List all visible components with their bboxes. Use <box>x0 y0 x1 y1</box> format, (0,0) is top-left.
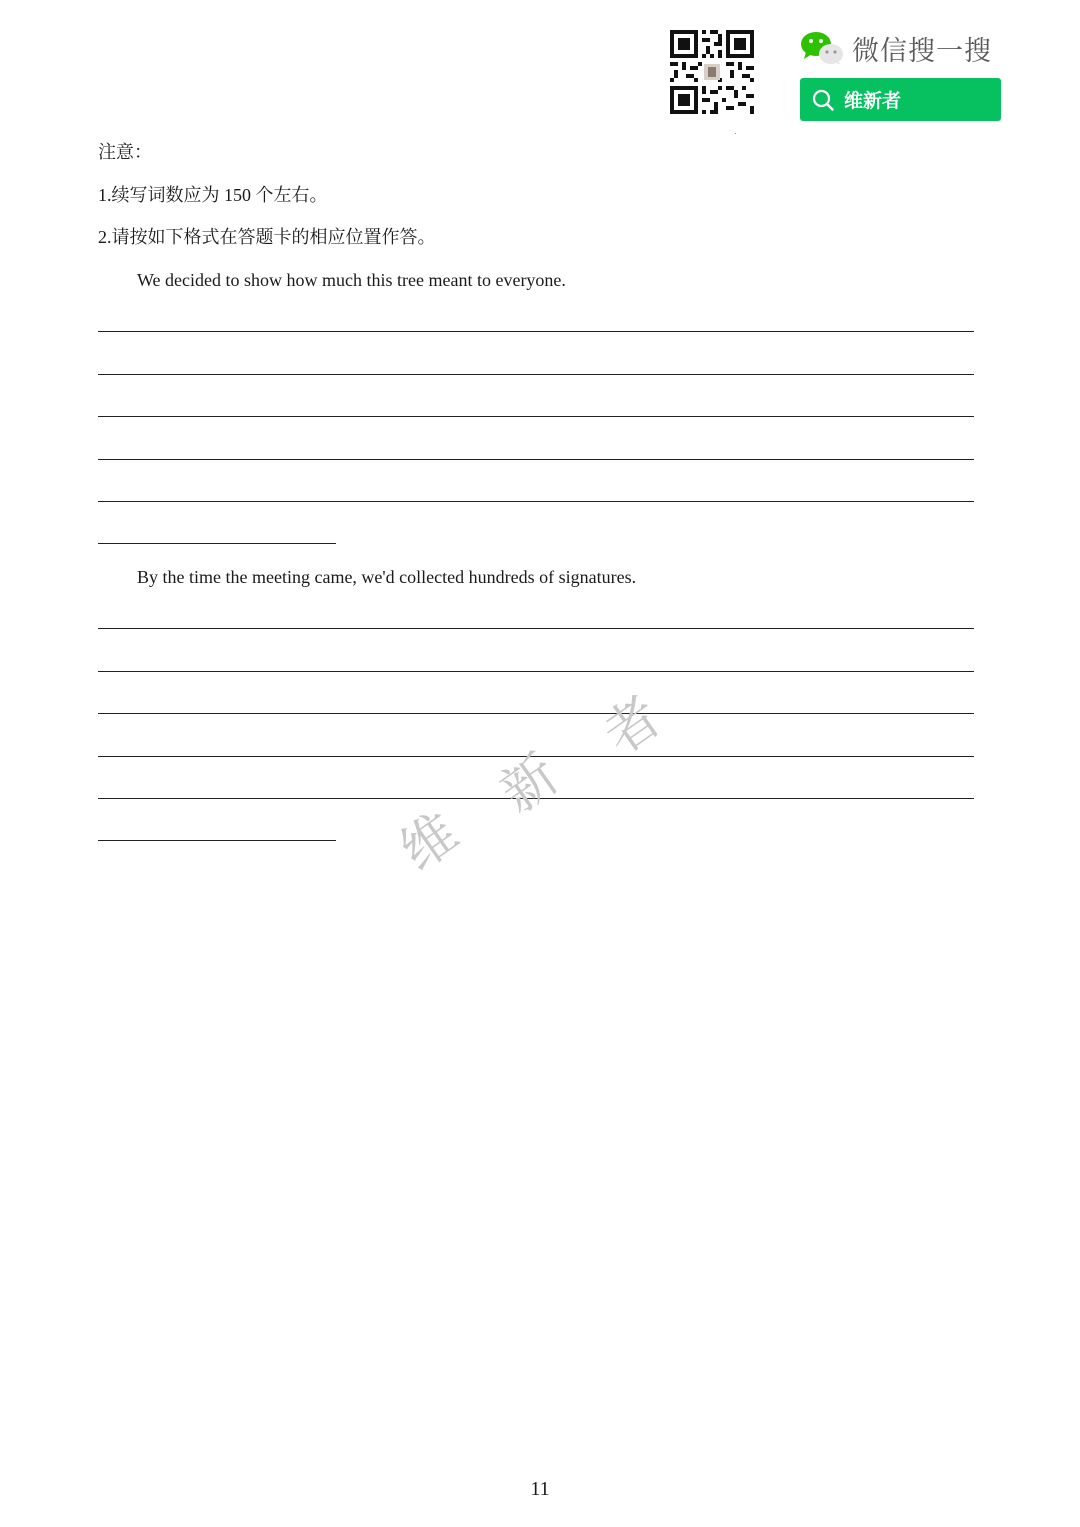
writing-line[interactable] <box>98 671 974 672</box>
note-heading: 注意： <box>98 142 152 162</box>
writing-line[interactable] <box>98 374 974 375</box>
writing-line-short[interactable] <box>98 840 336 841</box>
section2-prompt: By the time the meeting came, we'd collected hundreds of signatures. <box>137 567 637 587</box>
wechat-logo-icon <box>800 30 844 66</box>
section1-prompt: We decided to show how much this tree meant to everyone. <box>137 270 566 290</box>
writing-line[interactable] <box>98 713 974 714</box>
brand-text: 微信搜一搜 <box>852 35 992 67</box>
qr-code-icon <box>670 30 754 114</box>
search-button-label: 维新者 <box>844 90 902 112</box>
watermark-char: 新 <box>489 742 570 826</box>
writing-line[interactable] <box>98 501 974 502</box>
stray-dot <box>735 133 736 134</box>
search-icon <box>812 89 834 111</box>
writing-line[interactable] <box>98 459 974 460</box>
writing-line[interactable] <box>98 416 974 417</box>
wechat-search-brand <box>800 28 1010 68</box>
note-item-2: 2.请按如下格式在答题卡的相应位置作答。 <box>98 227 436 247</box>
watermark-char: 者 <box>592 684 673 768</box>
page-number: 11 <box>530 1478 550 1500</box>
note-item-1: 1.续写词数应为 150 个左右。 <box>98 185 328 205</box>
writing-line[interactable] <box>98 331 974 332</box>
watermark-char: 维 <box>389 800 470 884</box>
writing-line[interactable] <box>98 628 974 629</box>
search-button[interactable] <box>800 78 1001 121</box>
writing-line-short[interactable] <box>98 543 336 544</box>
